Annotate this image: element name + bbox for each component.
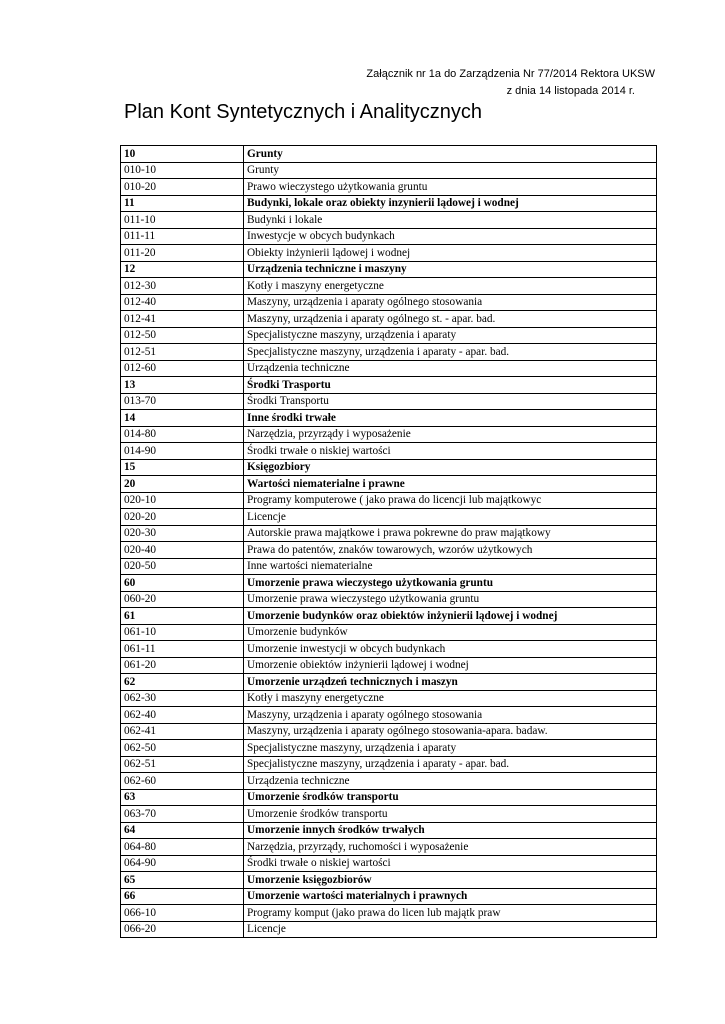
- account-name: Umorzenie obiektów inżynierii lądowej i wodnej: [244, 657, 657, 674]
- account-name: Specjalistyczne maszyny, urządzenia i aparaty - apar. bad.: [244, 756, 657, 773]
- account-code: 062-60: [121, 773, 244, 790]
- account-code: 014-90: [121, 443, 244, 460]
- analytic-account-row: [121, 327, 657, 344]
- analytic-account-row: [121, 344, 657, 361]
- account-code: 062-41: [121, 723, 244, 740]
- account-name: Umorzenie księgozbiorów: [244, 872, 657, 889]
- annex-note: [366, 66, 655, 100]
- account-code: 20: [121, 476, 244, 493]
- account-code: 012-41: [121, 311, 244, 328]
- account-code: 62: [121, 674, 244, 691]
- annex-note-line-2: z dnia 14 listopada 2014 r.: [506, 85, 635, 97]
- analytic-account-row: [121, 921, 657, 938]
- page-title: Plan Kont Syntetycznych i Analitycznych: [124, 101, 482, 123]
- synthetic-account-row: [121, 459, 657, 476]
- analytic-account-row: [121, 509, 657, 526]
- analytic-account-row: [121, 591, 657, 608]
- account-name: Umorzenie prawa wieczystego użytkowania gruntu: [244, 591, 657, 608]
- account-code: 14: [121, 410, 244, 427]
- account-code: 020-50: [121, 558, 244, 575]
- synthetic-account-row: [121, 789, 657, 806]
- account-code: 010-10: [121, 162, 244, 179]
- account-name: Specjalistyczne maszyny, urządzenia i aparaty: [244, 327, 657, 344]
- account-code: 062-30: [121, 690, 244, 707]
- account-code: 062-51: [121, 756, 244, 773]
- account-code: 062-40: [121, 707, 244, 724]
- account-code: 061-20: [121, 657, 244, 674]
- analytic-account-row: [121, 773, 657, 790]
- account-code: 64: [121, 822, 244, 839]
- synthetic-account-row: [121, 575, 657, 592]
- account-code: 061-10: [121, 624, 244, 641]
- account-code: 062-50: [121, 740, 244, 757]
- analytic-account-row: [121, 740, 657, 757]
- account-name: Umorzenie inwestycji w obcych budynkach: [244, 641, 657, 658]
- account-name: Umorzenie budynków oraz obiektów inżynierii lądowej i wodnej: [244, 608, 657, 625]
- account-name: Księgozbiory: [244, 459, 657, 476]
- account-code: 020-30: [121, 525, 244, 542]
- accounts-table-body: [121, 146, 657, 938]
- account-code: 012-50: [121, 327, 244, 344]
- account-code: 011-20: [121, 245, 244, 262]
- account-code: 012-51: [121, 344, 244, 361]
- account-name: Specjalistyczne maszyny, urządzenia i aparaty: [244, 740, 657, 757]
- account-code: 13: [121, 377, 244, 394]
- synthetic-account-row: [121, 822, 657, 839]
- analytic-account-row: [121, 905, 657, 922]
- account-name: Narzędzia, przyrządy, ruchomości i wyposażenie: [244, 839, 657, 856]
- account-name: Grunty: [244, 146, 657, 163]
- account-code: 064-90: [121, 855, 244, 872]
- analytic-account-row: [121, 641, 657, 658]
- account-code: 066-10: [121, 905, 244, 922]
- account-name: Narzędzia, przyrządy i wyposażenie: [244, 426, 657, 443]
- synthetic-account-row: [121, 261, 657, 278]
- analytic-account-row: [121, 393, 657, 410]
- account-name: Środki Transportu: [244, 393, 657, 410]
- account-code: 12: [121, 261, 244, 278]
- analytic-account-row: [121, 756, 657, 773]
- analytic-account-row: [121, 657, 657, 674]
- analytic-account-row: [121, 492, 657, 509]
- synthetic-account-row: [121, 674, 657, 691]
- account-code: 060-20: [121, 591, 244, 608]
- account-code: 010-20: [121, 179, 244, 196]
- account-name: Maszyny, urządzenia i aparaty ogólnego stosowania-apara. badaw.: [244, 723, 657, 740]
- synthetic-account-row: [121, 195, 657, 212]
- analytic-account-row: [121, 245, 657, 262]
- account-code: 11: [121, 195, 244, 212]
- account-name: Programy komputerowe ( jako prawa do licencji lub majątkowyc: [244, 492, 657, 509]
- account-name: Umorzenie urządzeń technicznych i maszyn: [244, 674, 657, 691]
- account-code: 066-20: [121, 921, 244, 938]
- account-name: Maszyny, urządzenia i aparaty ogólnego st. - apar. bad.: [244, 311, 657, 328]
- account-name: Kotły i maszyny energetyczne: [244, 690, 657, 707]
- account-name: Maszyny, urządzenia i aparaty ogólnego stosowania: [244, 707, 657, 724]
- account-code: 020-10: [121, 492, 244, 509]
- account-name: Specjalistyczne maszyny, urządzenia i aparaty - apar. bad.: [244, 344, 657, 361]
- account-name: Inne środki trwałe: [244, 410, 657, 427]
- analytic-account-row: [121, 311, 657, 328]
- account-code: 012-60: [121, 360, 244, 377]
- synthetic-account-row: [121, 410, 657, 427]
- account-name: Kotły i maszyny energetyczne: [244, 278, 657, 295]
- account-code: 011-10: [121, 212, 244, 229]
- account-code: 65: [121, 872, 244, 889]
- account-code: 012-40: [121, 294, 244, 311]
- account-name: Prawa do patentów, znaków towarowych, wzorów użytkowych: [244, 542, 657, 559]
- account-code: 61: [121, 608, 244, 625]
- account-name: Licencje: [244, 921, 657, 938]
- account-name: Grunty: [244, 162, 657, 179]
- synthetic-account-row: [121, 608, 657, 625]
- analytic-account-row: [121, 179, 657, 196]
- analytic-account-row: [121, 294, 657, 311]
- analytic-account-row: [121, 228, 657, 245]
- analytic-account-row: [121, 542, 657, 559]
- analytic-account-row: [121, 624, 657, 641]
- account-name: Umorzenie innych środków trwałych: [244, 822, 657, 839]
- account-name: Maszyny, urządzenia i aparaty ogólnego stosowania: [244, 294, 657, 311]
- analytic-account-row: [121, 443, 657, 460]
- annex-note-line-1: Załącznik nr 1a do Zarządzenia Nr 77/2014 Rektora UKSW: [366, 68, 655, 80]
- account-code: 011-11: [121, 228, 244, 245]
- account-name: Środki trwałe o niskiej wartości: [244, 855, 657, 872]
- analytic-account-row: [121, 426, 657, 443]
- synthetic-account-row: [121, 377, 657, 394]
- account-name: Programy komput (jako prawa do licen lub majątk praw: [244, 905, 657, 922]
- account-name: Licencje: [244, 509, 657, 526]
- account-name: Inne wartości niematerialne: [244, 558, 657, 575]
- account-name: Urządzenia techniczne: [244, 773, 657, 790]
- synthetic-account-row: [121, 146, 657, 163]
- synthetic-account-row: [121, 888, 657, 905]
- account-name: Budynki i lokale: [244, 212, 657, 229]
- account-code: 020-20: [121, 509, 244, 526]
- analytic-account-row: [121, 690, 657, 707]
- analytic-account-row: [121, 723, 657, 740]
- analytic-account-row: [121, 839, 657, 856]
- account-code: 012-30: [121, 278, 244, 295]
- account-code: 66: [121, 888, 244, 905]
- account-name: Obiekty inżynierii lądowej i wodnej: [244, 245, 657, 262]
- account-name: Urządzenia techniczne: [244, 360, 657, 377]
- analytic-account-row: [121, 806, 657, 823]
- account-code: 10: [121, 146, 244, 163]
- synthetic-account-row: [121, 476, 657, 493]
- account-name: Umorzenie środków transportu: [244, 789, 657, 806]
- account-code: 014-80: [121, 426, 244, 443]
- account-name: Prawo wieczystego użytkowania gruntu: [244, 179, 657, 196]
- account-name: Umorzenie środków transportu: [244, 806, 657, 823]
- account-name: Środki Trasportu: [244, 377, 657, 394]
- account-code: 63: [121, 789, 244, 806]
- accounts-table: [120, 145, 657, 938]
- analytic-account-row: [121, 855, 657, 872]
- account-code: 064-80: [121, 839, 244, 856]
- account-code: 061-11: [121, 641, 244, 658]
- account-code: 013-70: [121, 393, 244, 410]
- account-name: Środki trwałe o niskiej wartości: [244, 443, 657, 460]
- analytic-account-row: [121, 162, 657, 179]
- account-name: Budynki, lokale oraz obiekty inzynierii lądowej i wodnej: [244, 195, 657, 212]
- account-code: 020-40: [121, 542, 244, 559]
- analytic-account-row: [121, 558, 657, 575]
- account-code: 15: [121, 459, 244, 476]
- analytic-account-row: [121, 707, 657, 724]
- account-code: 063-70: [121, 806, 244, 823]
- synthetic-account-row: [121, 872, 657, 889]
- analytic-account-row: [121, 278, 657, 295]
- account-name: Umorzenie prawa wieczystego użytkowania gruntu: [244, 575, 657, 592]
- account-code: 60: [121, 575, 244, 592]
- account-name: Inwestycje w obcych budynkach: [244, 228, 657, 245]
- account-name: Umorzenie wartości materialnych i prawnych: [244, 888, 657, 905]
- analytic-account-row: [121, 360, 657, 377]
- account-name: Wartości niematerialne i prawne: [244, 476, 657, 493]
- account-name: Umorzenie budynków: [244, 624, 657, 641]
- analytic-account-row: [121, 525, 657, 542]
- account-name: Urządzenia techniczne i maszyny: [244, 261, 657, 278]
- account-name: Autorskie prawa majątkowe i prawa pokrewne do praw majątkowy: [244, 525, 657, 542]
- analytic-account-row: [121, 212, 657, 229]
